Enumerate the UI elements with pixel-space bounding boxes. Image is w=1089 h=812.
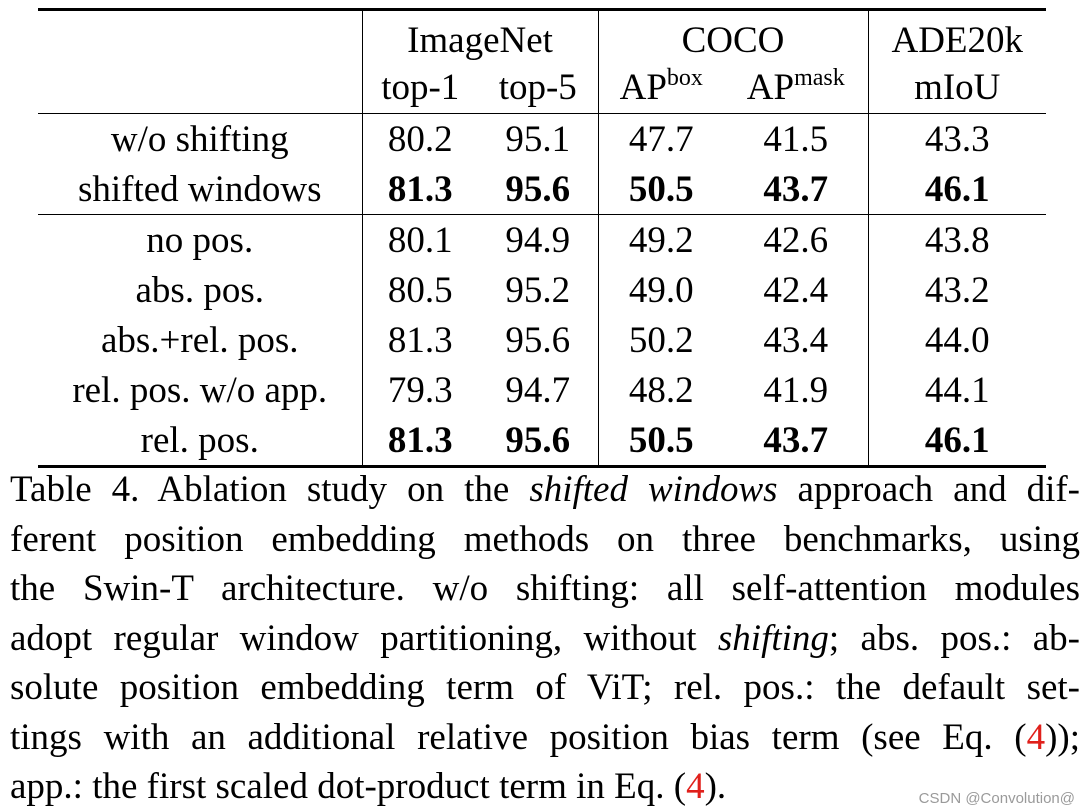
cell-apbox: 48.2 [628,369,694,411]
table-row [38,215,1046,266]
header-row-metrics [38,61,1046,114]
cell-top1: 80.2 [387,118,453,160]
header-ade20k: ADE20k [868,10,1046,62]
cell-top1: 80.5 [387,269,453,311]
header-empty-cell [38,10,362,62]
row-method: no pos. [38,215,362,266]
cell-top5: 95.1 [478,114,598,165]
cell-apmask: 43.7 [724,415,868,467]
cell-apbox: 50.2 [628,319,694,361]
cell-top5: 95.2 [478,265,598,315]
caption-line: ferent position embedding methods on three benchmarks, using [10,518,1080,560]
table-row [38,164,1046,215]
cell-miou: 43.3 [924,118,990,160]
cell-top1: 81.3 [362,415,478,467]
header-miou: mIoU [868,61,1046,114]
results-table-container [38,8,1046,468]
caption-line: Table 4. Ablation study on the shifted windows approach and dif- [10,469,1081,510]
header-coco: COCO [598,10,868,62]
header-top1: top-1 [362,61,478,114]
cell-top1: 80.1 [387,219,453,261]
table-row [38,415,1046,467]
row-method: abs. pos. [38,265,362,315]
cell-miou: 44.0 [924,319,990,361]
cell-apmask: 43.4 [724,315,868,365]
table-row [38,265,1046,315]
cell-apmask: 41.9 [724,365,868,415]
cell-apbox: 47.7 [628,118,694,160]
caption-line: solute position embedding term of ViT; rel. pos.: the default set- [10,667,1080,708]
header-imagenet: ImageNet [362,10,598,62]
cell-top5: 95.6 [478,315,598,365]
cell-miou: 43.2 [924,269,990,311]
cell-top1: 81.3 [362,164,478,215]
ablation-table [38,8,1046,468]
cell-apmask: 42.4 [724,265,868,315]
row-method: w/o shifting [38,114,362,165]
table-row [38,114,1046,165]
header-empty-cell [38,61,362,114]
cell-apbox: 49.2 [628,219,694,261]
row-method: shifted windows [38,164,362,215]
cell-miou: 46.1 [868,164,1046,215]
header-apmask: $AP^{mask}$ [724,61,868,114]
cell-apbox: 49.0 [628,269,694,311]
cell-top5: 94.7 [478,365,598,415]
watermark: CSDN @Convolution@ [918,790,1075,807]
header-top5: top-5 [478,61,598,114]
cell-apmask: 43.7 [724,164,868,215]
cell-miou: 44.1 [924,369,990,411]
table-row [38,365,1046,415]
caption-line: app.: the first scaled dot-product term in Eq. (4). [10,766,727,807]
cell-apbox: 50.5 [598,415,724,467]
cell-top1: 79.3 [387,369,453,411]
cell-miou: 43.8 [924,219,990,261]
cell-apbox: 50.5 [598,164,724,215]
header-row-groups [38,10,1046,62]
row-method: rel. pos. w/o app. [38,365,362,415]
header-apbox: $AP^{box}$ [598,61,724,114]
row-method: abs.+rel. pos. [38,315,362,365]
equation-reference-link[interactable]: 4 [1026,716,1046,758]
cell-top5: 95.6 [478,415,598,467]
cell-top1: 81.3 [387,319,453,361]
caption-line: tings with an additional relative position bias term (see Eq. (4)); [10,716,1080,758]
row-method: rel. pos. [38,415,362,467]
cell-miou: 46.1 [868,415,1046,467]
table-row [38,315,1046,365]
caption-line: adopt regular window partitioning, without shifting; abs. pos.: ab- [10,617,1080,659]
cell-apmask: 41.5 [724,114,868,165]
equation-reference-link[interactable]: 4 [686,766,705,807]
table-caption [10,465,1080,812]
cell-top5: 95.6 [478,164,598,215]
cell-apmask: 42.6 [724,215,868,266]
cell-top5: 94.9 [478,215,598,266]
caption-line: the Swin-T architecture. w/o shifting: all self-attention modules [10,568,1080,609]
